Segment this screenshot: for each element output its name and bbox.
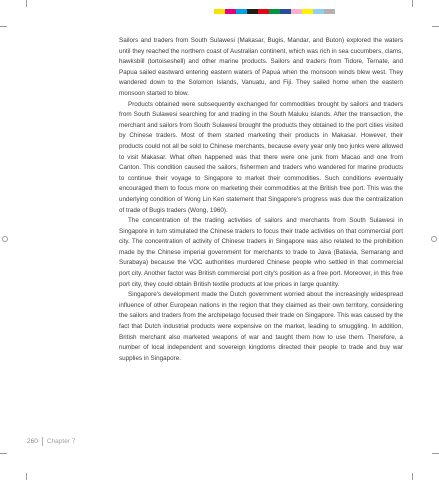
registration-color-bar <box>214 9 346 14</box>
chapter-label: Chapter 7 <box>46 438 76 445</box>
color-swatch <box>280 9 291 14</box>
color-swatch <box>269 9 280 14</box>
color-swatch <box>313 9 324 14</box>
footer-divider <box>42 437 43 446</box>
color-swatch <box>214 9 225 14</box>
color-swatch <box>258 9 269 14</box>
crop-mark <box>412 473 413 480</box>
color-swatch <box>225 9 236 14</box>
body-text <box>119 36 403 364</box>
color-swatch <box>291 9 302 14</box>
registration-mark <box>431 236 437 242</box>
color-swatch <box>302 9 313 14</box>
color-swatch <box>247 9 258 14</box>
paragraph: Singapore's development made the Dutch government worried about the increasingly widespread influence of other European nations in the region that they claimed as their own territory, considering the sailors and traders from the archipelago focused their trade on Singapore. This was caused by the fact that Dutch industrial products were expensive on the market, leading to smuggling. In addition, British merchant also marketed weapons of war and taught them how to use them. Therefore, a number of local independent and sovereign kingdoms directed their people to trade and buy war supplies in Singapore. <box>119 291 403 362</box>
color-swatch <box>324 9 335 14</box>
crop-mark <box>412 0 413 7</box>
page-number: 260 <box>27 438 38 445</box>
crop-mark <box>432 26 439 27</box>
crop-mark <box>432 453 439 454</box>
crop-mark <box>0 453 7 454</box>
page-footer <box>27 437 75 446</box>
crop-mark <box>0 26 7 27</box>
crop-mark <box>26 473 27 480</box>
crop-mark <box>26 0 27 7</box>
paragraph: The concentration of the trading activities of sailors and merchants from South Sulawesi in Singapore in turn stimulated the Chinese traders to focus their trade activities on that commercial port city. The concentration of activity of Chinese traders in Singapore was also related to the prohibition made by the Chinese imperial government for merchants to trade to Java (Batavia, Semarang and Surabaya) because the VOC authorities murdered Chinese people who settled in that commercial port city. Another factor was British commercial port city's position as a free port. Moreover, in this free port city, they could obtain British textile products at low prices in large quantity. <box>119 217 403 288</box>
color-swatch <box>335 9 346 14</box>
paragraph: Sailors and traders from South Sulawesi (Makasar, Bugis, Mandar, and Buton) explored the waters until they reached the northern coast of Australian continent, which was rich in sea cucumbers, clams, hawksbill (tortoiseshell) and other marine products. Sailors and traders from Tidore, Ternate, and Papua sailed eastward entering eastern waters of Papua when the monsoon winds blew west. They wandered down to the Solomon Islands, Vanuatu, and Fiji. They sailed home when the eastern monsoon started to blow. <box>119 37 403 97</box>
registration-mark <box>2 236 8 242</box>
color-swatch <box>236 9 247 14</box>
paragraph: Products obtained were subsequently exchanged for commodities brought by sailors and traders from South Sulawesi searching for and trading in the South Maluku islands. After the transaction, the merchant and sailors from South Sulawesi brought the products they obtained to the port cities visited by Chinese traders. Most of them started marketing their products in Makasar. However, their products could not all be sold to Chinese merchants, because every year only two junks were allowed to visit Makasar. What often happened was that there were one junk from Macao and one from Canton. This condition caused the sailors, fishermen and traders who wandered for marine products to continue their voyage to Singapore to market their commodities. Such conditions eventually encouraged them to focus more on marketing their commodities at the British free port. This was the underlying condition of Wong Lin Ken statement that Singapore's progress was due the centralization of trade of Bugis traders (Wong, 1960). <box>119 100 403 214</box>
